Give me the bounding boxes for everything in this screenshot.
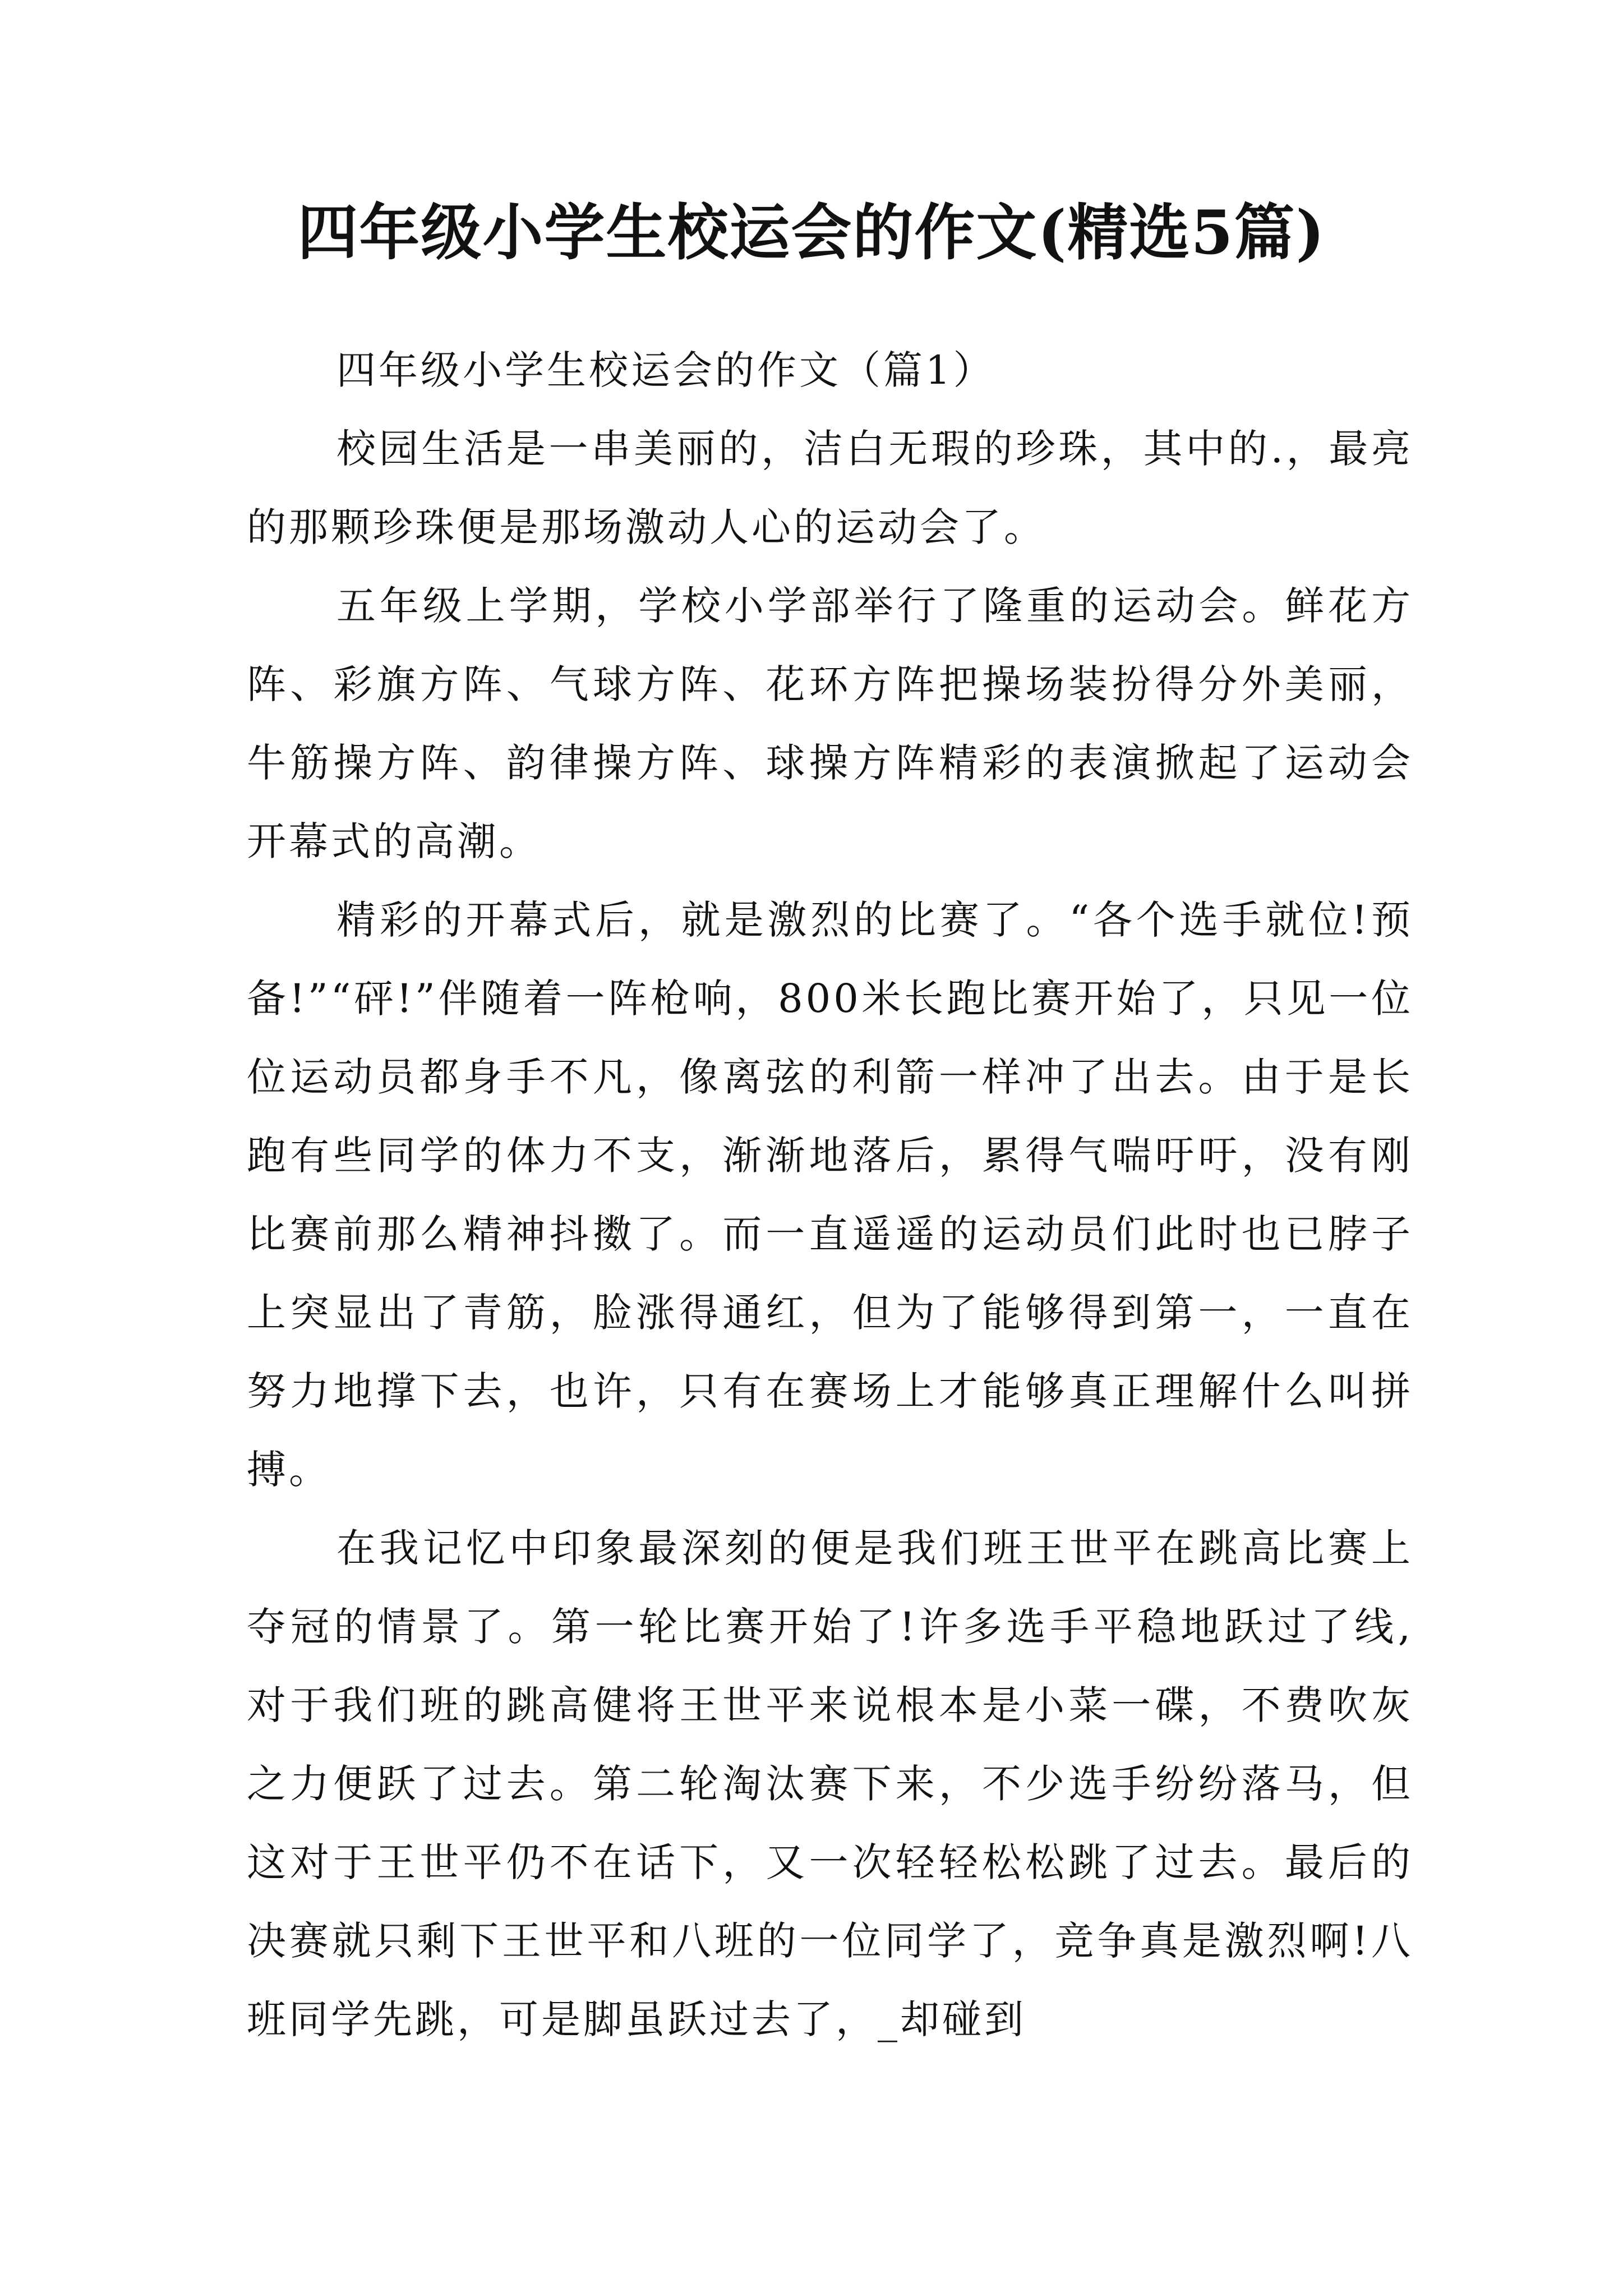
section-heading: 四年级小学生校运会的作文（篇1） xyxy=(336,347,995,393)
document-title: 四年级小学生校运会的作文(精选5篇) xyxy=(297,197,1326,268)
paragraph: 精彩的开幕式后，就是激烈的比赛了。“各个选手就位!预备!”“砰!”伴随着一阵枪响，800米长跑比赛开始了，只见一位位运动员都身手不凡，像离弦的利箭一样冲了出去。由于是长跑有些同学的体力不支，渐渐地落后，累得气喘吁吁，没有刚比赛前那么精神抖擞了。而一直遥遥的运动员们此时也已脖子上突显出了青筋，脸涨得通红，但为了能够得到第一，一直在努力地撑下去，也许，只有在赛场上才能够真正理解什么叫拼搏。 xyxy=(247,897,1413,1493)
paragraph: 校园生活是一串美丽的，洁白无瑕的珍珠，其中的.，最亮的那颗珍珠便是那场激动人心的运动会了。 xyxy=(247,426,1413,550)
document-body xyxy=(247,331,1413,2059)
paragraph: 五年级上学期，学校小学部举行了隆重的运动会。鲜花方阵、彩旗方阵、气球方阵、花环方阵把操场装扮得分外美丽，牛筋操方阵、韵律操方阵、球操方阵精彩的表演掀起了运动会开幕式的高潮。 xyxy=(247,583,1413,864)
paragraph: 在我记忆中印象最深刻的便是我们班王世平在跳高比赛上夺冠的情景了。第一轮比赛开始了!许多选手平稳地跃过了线,对于我们班的跳高健将王世平来说根本是小菜一碟，不费吹灰之力便跃了过去。第二轮淘汰赛下来，不少选手纷纷落马，但这对于王世平仍不在话下，又一次轻轻松松跳了过去。最后的决赛就只剩下王世平和八班的一位同学了，竞争真是激烈啊!八班同学先跳，可是脚虽跃过去了，_却碰到 xyxy=(247,1525,1413,2042)
